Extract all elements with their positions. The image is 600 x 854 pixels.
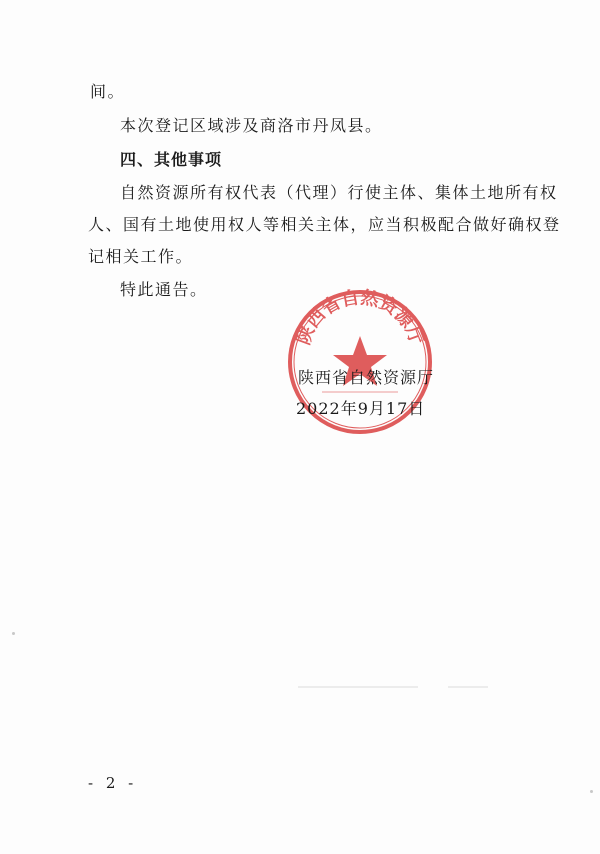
text-line-7: 特此通告。 [120,280,208,299]
issuer-name: 陕西省自然资源厅 [298,368,435,387]
text-line-5: 人、国有土地使用权人等相关主体，应当积极配合做好确权登 [88,215,561,234]
scan-speck [12,632,15,635]
section-heading: 四、其他事项 [120,150,223,169]
svg-text:陕西省自然资源厅: 陕西省自然资源厅 [293,288,427,348]
bleed-through-mark [298,686,418,688]
bleed-through-mark [448,686,488,688]
page-number: - 2 - [88,774,138,792]
text-line-6: 记相关工作。 [88,247,194,266]
text-line-2: 本次登记区域涉及商洛市丹凤县。 [120,116,383,135]
text-line-4: 自然资源所有权代表（代理）行使主体、集体土地所有权 [120,183,558,202]
text-line-1: 间。 [90,82,126,101]
issue-date: 2022年9月17日 [296,399,426,418]
scan-speck [590,790,593,793]
